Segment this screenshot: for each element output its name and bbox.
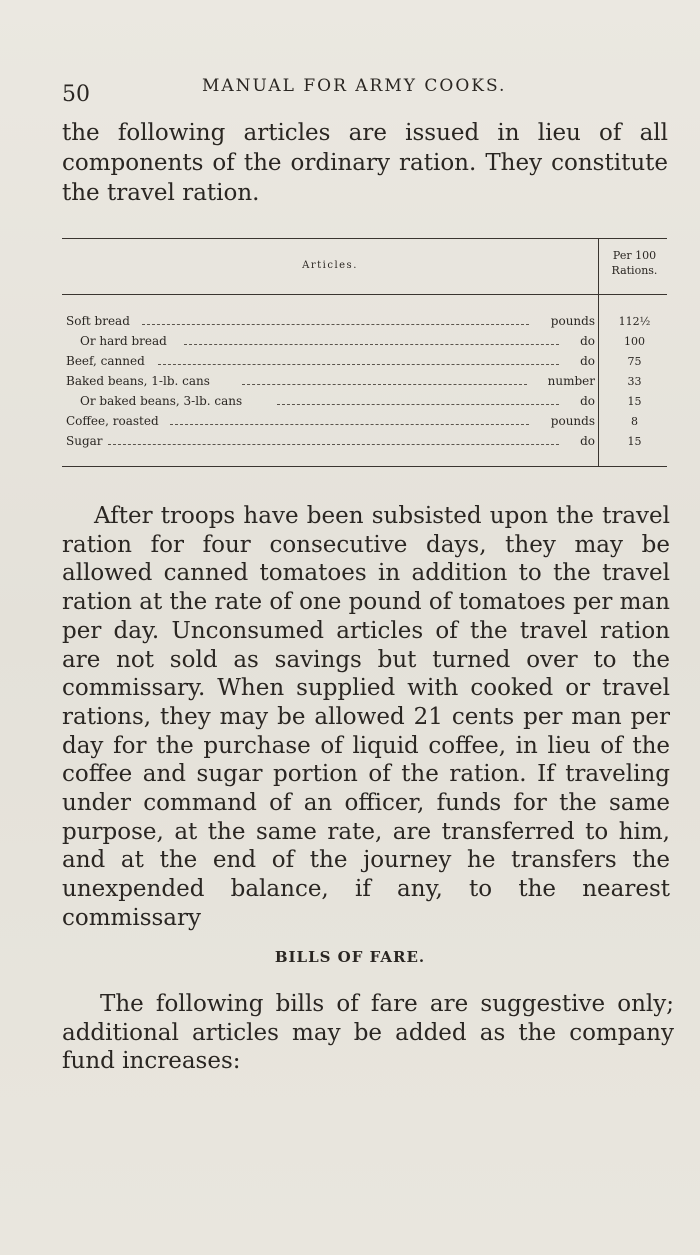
column-header-per-line1: Per 100 <box>612 249 657 262</box>
bills-of-fare-paragraph: The following bills of fare are suggestive only; additional articles may be added as the company fund increases: <box>62 991 674 1075</box>
article-name: Beef, canned <box>66 354 145 368</box>
article-name: Or baked beans, 3-lb. cans <box>80 394 243 408</box>
table-bottom-rule <box>62 466 667 467</box>
article-name: Baked beans, 1-lb. cans <box>66 374 210 388</box>
dot-leader <box>184 344 559 345</box>
column-header-per-100-rations <box>602 248 667 278</box>
dot-leader <box>108 444 559 445</box>
travel-ration-paragraph: After troops have been subsisted upon the travel ration for four consecutive days, they may be allowed canned tomatoes in addition to the travel ration at the rate of one pound of tomatoes per man per day. Unconsumed articles of the travel ration are not sold as savings but turned over to the commissary. When supplied with cooked or travel rations, they may be allowed 21 cents per man per day for the purchase of liquid coffee, in lieu of the coffee and sugar portion of the ration. If traveling under command of an officer, funds for the same purpose, at the same rate, are transferred to him, and at the end of the journey he transfers the unexpended balance, if any, to the nearest commissary <box>62 503 670 931</box>
quantity-value: 112½ <box>618 315 651 328</box>
dot-leader <box>158 364 559 365</box>
quantity-value: 33 <box>627 375 642 388</box>
table-row <box>62 430 667 450</box>
unit-label: pounds <box>550 314 595 328</box>
article-name: Or hard bread <box>80 334 167 348</box>
quantity-value: 15 <box>627 435 642 448</box>
dot-leader <box>277 404 559 405</box>
unit-label: pounds <box>550 414 595 428</box>
table-row <box>62 410 667 430</box>
quantity-value: 75 <box>627 355 642 368</box>
section-heading: BILLS OF FARE. <box>274 948 426 966</box>
unit-label: do <box>580 354 595 368</box>
table-top-rule <box>62 238 667 239</box>
table-row <box>62 310 667 330</box>
column-header-per-line2: Rations. <box>611 264 658 277</box>
table-row <box>62 350 667 370</box>
table-row <box>62 390 667 410</box>
article-name: Sugar <box>66 434 103 448</box>
running-head: MANUAL FOR ARMY COOKS. <box>202 76 507 96</box>
page-number: 50 <box>62 82 90 107</box>
page-header <box>62 72 670 107</box>
table-row <box>62 370 667 390</box>
intro-paragraph: the following articles are issued in lieu of all components of the ordinary ration. They constitute the travel ration. <box>62 120 668 206</box>
unit-label: number <box>547 374 595 388</box>
table-row <box>62 330 667 350</box>
unit-label: do <box>580 334 595 348</box>
dot-leader <box>242 384 527 385</box>
article-name: Coffee, roasted <box>66 414 159 428</box>
travel-ration-table <box>62 230 667 472</box>
quantity-value: 100 <box>624 335 645 348</box>
dot-leader <box>170 424 529 425</box>
table-header-rule <box>62 294 667 295</box>
article-name: Soft bread <box>66 314 130 328</box>
quantity-value: 8 <box>631 415 638 428</box>
dot-leader <box>142 324 529 325</box>
quantity-value: 15 <box>627 395 642 408</box>
unit-label: do <box>580 434 595 448</box>
column-header-articles: Articles. <box>302 260 358 271</box>
unit-label: do <box>580 394 595 408</box>
